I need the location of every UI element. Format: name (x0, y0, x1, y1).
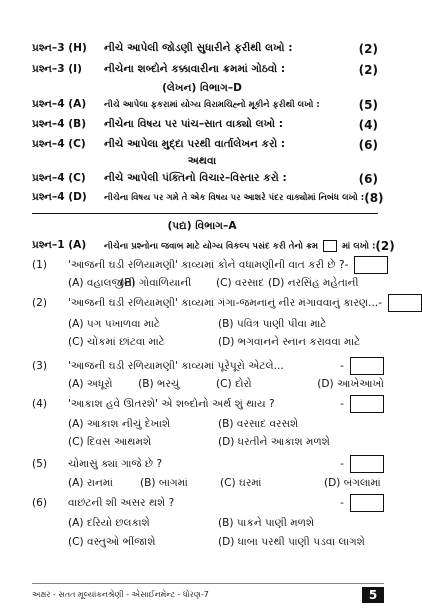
question-text-after-box: માં લખો : (342, 241, 376, 251)
page-number: 5 (362, 587, 384, 603)
mcq-text: 'આજની ઘડી રળિયામણી' કાવ્યમાં પૂરેપૂરો એટલે... (68, 359, 284, 372)
option: (B) પવિત્ર પાણી પીવા માટે (218, 318, 327, 330)
mcq-options (68, 536, 384, 552)
answer-box[interactable] (350, 395, 384, 413)
question-marks: (4) (358, 117, 378, 132)
answer-box[interactable] (350, 455, 384, 473)
question-row (32, 116, 378, 133)
question-text-before-box: નીચેના પ્રશ્નોના જવાબ માટે યોગ્ય વિકલ્પ પસંદ કરી તેનો ક્રમ (104, 241, 319, 251)
or-label: અથવા (187, 155, 217, 167)
section-divider (32, 213, 378, 214)
answer-box[interactable] (350, 494, 384, 512)
option: (B) બાગમાં (140, 477, 188, 489)
mcq-question (32, 395, 384, 413)
option: (B) પાકને પાણી મળશે (218, 517, 315, 529)
question-number: પ્રશ્ન–3 (H) (32, 42, 87, 54)
question-marks: (6) (358, 171, 378, 186)
question-row (32, 189, 384, 206)
section-heading: (પદ્ય) વિભાગ–A (167, 220, 237, 232)
footer-text: અક્ષર - સતત મૂલ્યાંકનશ્રેણી - એસાઈનમેન્ટ - ધોરણ-7 (32, 589, 209, 599)
mcq-dash: - (340, 458, 344, 470)
option: (B) વરસાદ વરસશે (218, 418, 299, 430)
question-text: નીચે આપેલી પંક્તિનો વિચાર–વિસ્તાર કરો : (104, 172, 287, 184)
mcq-options (68, 436, 384, 452)
question-marks: (2) (375, 238, 395, 253)
question-number: પ્રશ્ન–4 (A) (32, 98, 87, 110)
question-number: પ્રશ્ન–1 (A) (32, 239, 87, 251)
question-marks: (2) (358, 62, 378, 77)
question-marks: (5) (358, 97, 378, 112)
option: (A) દરિયો છલકાશે (68, 517, 150, 529)
mcq-text: ચોમાસું ક્યાં ગાજે છે ? (68, 457, 163, 470)
option: (D) ભગવાનને સ્નાન કરાવવા માટે (218, 336, 361, 348)
option: (D) નરસિંહ મહેતાની (268, 277, 359, 289)
mcq-number: (1) (32, 259, 48, 271)
mcq-dash: - (378, 297, 383, 309)
mcq-number: (6) (32, 497, 48, 509)
question-number: પ્રશ્ન–4 (B) (32, 118, 87, 130)
question-number: પ્રશ્ન–4 (D) (32, 191, 87, 203)
mcq-number: (4) (32, 398, 48, 410)
mcq-options (68, 477, 384, 493)
question-row (32, 237, 395, 254)
question-row (32, 136, 378, 153)
option: (A) આકાશ નીચું દેખાશે (68, 418, 171, 430)
mcq-options (68, 318, 384, 334)
mcq-dash: - (340, 360, 344, 372)
question-row (32, 61, 378, 78)
question-text: નીચે આપેલા ફકરામાં યોગ્ય વિરામચિહ્નો મૂકીને ફરીથી લખો : (104, 99, 320, 110)
option: (C) વરસાદ (216, 277, 265, 289)
question-text: નીચેના શબ્દોને કક્કાવારીના ક્રમમાં ગોઠવો : (104, 63, 286, 75)
question-text: નીચેના વિષય પર પાંચ–સાત વાક્યો લખો : (104, 118, 283, 130)
mcq-number: (3) (32, 360, 48, 372)
option: (A) પગ પખાળવા માટે (68, 318, 161, 330)
mcq-options (68, 517, 384, 533)
question-marks: (8) (364, 190, 384, 205)
option: (C) ચોકમાં છાંટવા માટે (68, 336, 165, 348)
option: (C) દિવસ આથમશે (68, 436, 152, 448)
question-text: નીચેના વિષય પર ગમે તે એક વિષય પર આશરે પંદર વાક્યોમાં નિબંધ લખો : (104, 192, 365, 203)
mcq-options (68, 336, 384, 352)
question-row (32, 170, 378, 187)
option: (D) બંગલામાં (324, 477, 381, 489)
answer-box[interactable] (388, 294, 422, 312)
option: (D) ધાબા પરથી પાણી પડવા લાગશે (218, 536, 365, 548)
question-row (32, 96, 378, 113)
mcq-question (32, 455, 384, 473)
mcq-text: 'આજની ઘડી રળિયામણી' કાવ્યમાં કોને વધામણીની વાત કરી છે ? (68, 258, 345, 271)
mcq-question (32, 494, 384, 512)
option: (D) આખેઆખો (317, 378, 384, 390)
option: (B) ભરચું (138, 378, 180, 390)
question-row (32, 40, 378, 57)
question-number: પ્રશ્ન–3 (I) (32, 63, 82, 75)
question-text: નીચે આપેલા મુદ્દા પરથી વાર્તાલેખન કરો : (104, 138, 286, 150)
option: (D) ધરતીને આકાશ મળશે (218, 436, 330, 448)
mcq-question (32, 357, 384, 375)
mcq-dash: - (340, 497, 344, 509)
question-marks: (2) (358, 41, 378, 56)
mcq-options (68, 418, 384, 434)
option: (A) અધૂરો (68, 378, 113, 390)
option: (C) વસ્તુઓ ભીંજાશે (68, 536, 156, 548)
mcq-number: (2) (32, 297, 48, 309)
question-number: પ્રશ્ન–4 (C) (32, 138, 86, 150)
mcq-text: 'આજની ઘડી રળિયામણી' કાવ્યમાં ગંગા-જમનાનું નીર મંગાવવાનું કારણ... (68, 296, 379, 309)
question-marks: (6) (358, 137, 378, 152)
mcq-question (32, 256, 384, 274)
mcq-options (68, 277, 384, 293)
question-number: પ્રશ્ન–4 (C) (32, 172, 86, 184)
option: (C) ઘરમાં (220, 477, 262, 489)
answer-box[interactable] (350, 357, 384, 375)
option: (A) રાનમાં (68, 477, 113, 489)
mcq-text: વાછંટની શી અસર થશે ? (68, 496, 175, 509)
option: (A) વહાલજીની (68, 277, 136, 289)
mcq-dash: - (344, 259, 349, 271)
answer-box[interactable] (354, 256, 388, 274)
mcq-options (68, 378, 384, 394)
option: (C) દોરો (215, 378, 252, 390)
mcq-question (32, 294, 384, 312)
page-footer (32, 583, 384, 602)
question-text: નીચે આપેલી જોડણી સુધારીને ફરીથી લખો : (104, 42, 293, 54)
answer-box-sample (323, 240, 337, 252)
question-text (104, 240, 375, 252)
section-heading: (લેખન) વિભાગ–D (162, 82, 242, 94)
mcq-text: 'આકાશ હવે ઊતરશે' એ શબ્દોનો અર્થ શું થાય ? (68, 397, 275, 410)
option: (B) ગોવાળિયાની (120, 277, 192, 289)
mcq-dash: - (340, 398, 344, 410)
mcq-number: (5) (32, 458, 48, 470)
